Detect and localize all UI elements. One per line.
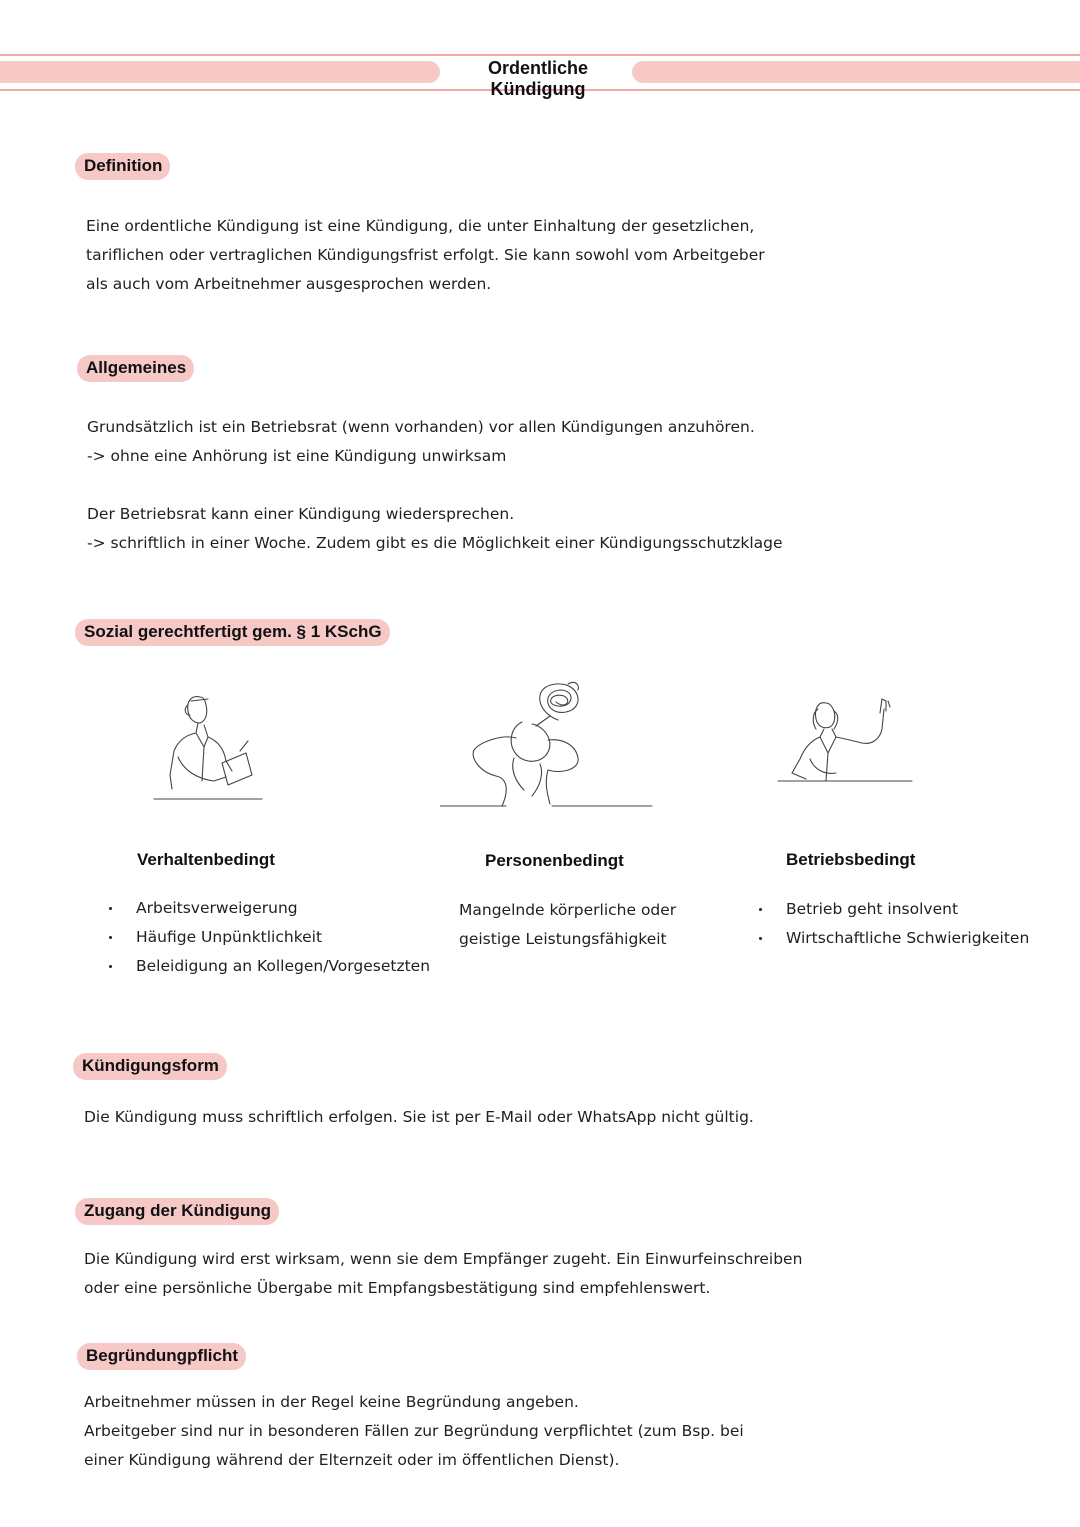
list-item: Betrieb geht insolvent bbox=[757, 895, 1029, 924]
text-line: Arbeitgeber sind nur in besonderen Fällen zur Begründung verpflichtet (zum Bsp. bei bbox=[84, 1422, 744, 1440]
text-line: geistige Leistungsfähigkeit bbox=[459, 930, 667, 948]
section-heading-begruendungpflicht: Begründungpflicht bbox=[77, 1343, 246, 1370]
text-line: Grundsätzlich ist ein Betriebsrat (wenn vorhanden) vor allen Kündigungen anzuhören. bbox=[87, 418, 755, 436]
betriebsbedingt-list bbox=[757, 895, 1029, 953]
list-item: Wirtschaftliche Schwierigkeiten bbox=[757, 924, 1029, 953]
list-item: Häufige Unpünktlichkeit bbox=[107, 923, 430, 952]
woman-pointing-icon bbox=[776, 693, 916, 788]
woman-writing-icon bbox=[148, 685, 268, 805]
section-heading-kuendigungsform: Kündigungsform bbox=[73, 1053, 227, 1080]
page-title: Ordentliche Kündigung bbox=[487, 58, 589, 99]
allgemeines-text bbox=[87, 413, 783, 558]
text-line: Arbeitnehmer müssen in der Regel keine Begründung angeben. bbox=[84, 1393, 579, 1411]
section-heading-sozial: Sozial gerechtfertigt gem. § 1 KSchG bbox=[75, 619, 390, 646]
text-line: -> schriftlich in einer Woche. Zudem gibt es die Möglichkeit einer Kündigungsschutzklage bbox=[87, 534, 783, 552]
text-line: -> ohne eine Anhörung ist eine Kündigung unwirksam bbox=[87, 447, 507, 465]
text-line: Die Kündigung wird erst wirksam, wenn sie dem Empfänger zugeht. Ein Einwurfeinschreiben bbox=[84, 1250, 803, 1268]
column-title-betriebsbedingt: Betriebsbedingt bbox=[786, 850, 916, 869]
section-heading-zugang: Zugang der Kündigung bbox=[75, 1198, 279, 1225]
section-heading-definition: Definition bbox=[75, 153, 170, 180]
header-band-right bbox=[632, 61, 1080, 83]
verhaltenbedingt-list bbox=[107, 894, 430, 981]
definition-text bbox=[86, 212, 765, 299]
begruendungpflicht-text bbox=[84, 1388, 744, 1475]
paragraph-gap bbox=[87, 471, 783, 500]
text-line: Der Betriebsrat kann einer Kündigung wiedersprechen. bbox=[87, 505, 515, 523]
text-line: oder eine persönliche Übergabe mit Empfangsbestätigung sind empfehlenswert. bbox=[84, 1279, 711, 1297]
text-line: als auch vom Arbeitnehmer ausgesprochen werden. bbox=[86, 275, 492, 293]
text-line: einer Kündigung während der Elternzeit oder im öffentlichen Dienst). bbox=[84, 1451, 620, 1469]
header-rule-top bbox=[0, 54, 1080, 56]
zugang-text bbox=[84, 1245, 802, 1303]
text-line: Die Kündigung muss schriftlich erfolgen. Sie ist per E-Mail oder WhatsApp nicht gültig. bbox=[84, 1108, 754, 1126]
personenbedingt-text bbox=[459, 896, 676, 954]
text-line: tariflichen oder vertraglichen Kündigungsfrist erfolgt. Sie kann sowohl vom Arbeitgeber bbox=[86, 246, 765, 264]
column-title-verhaltenbedingt: Verhaltenbedingt bbox=[137, 850, 275, 869]
stressed-woman-icon bbox=[440, 678, 655, 808]
header-band-left bbox=[0, 61, 440, 83]
list-item: Beleidigung an Kollegen/Vorgesetzten bbox=[107, 952, 430, 981]
list-item: Arbeitsverweigerung bbox=[107, 894, 430, 923]
column-title-personenbedingt: Personenbedingt bbox=[485, 851, 624, 870]
kuendigungsform-text bbox=[84, 1103, 754, 1132]
text-line: Eine ordentliche Kündigung ist eine Kündigung, die unter Einhaltung der gesetzlichen, bbox=[86, 217, 755, 235]
text-line: Mangelnde körperliche oder bbox=[459, 901, 677, 919]
section-heading-allgemeines: Allgemeines bbox=[77, 355, 194, 382]
